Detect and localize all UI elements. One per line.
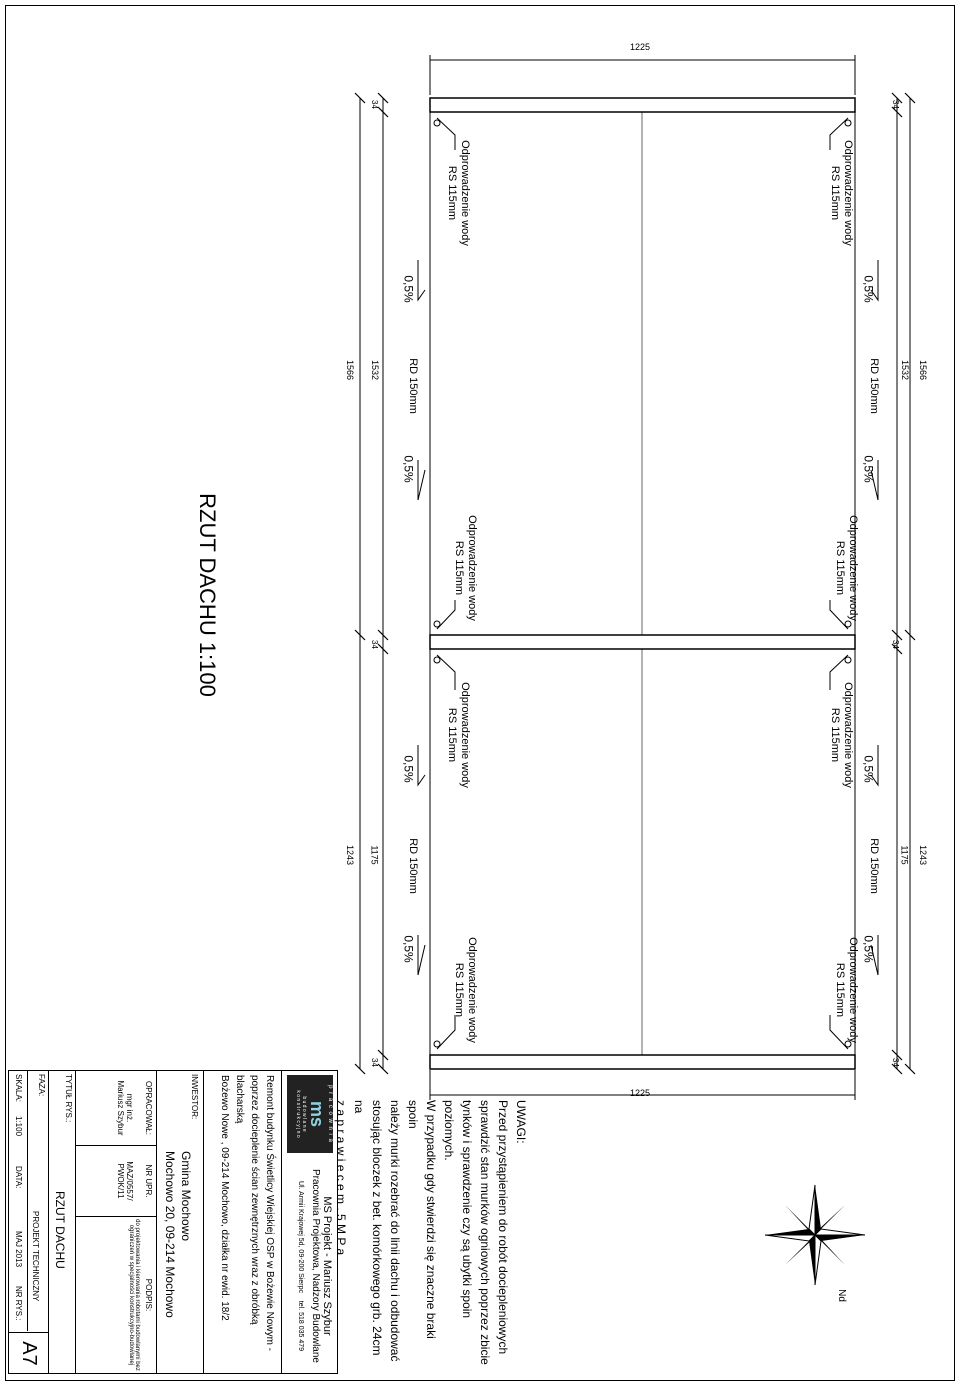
slope-label: 0,5%: [401, 935, 416, 963]
drawing-number: A7: [9, 1332, 48, 1374]
notes-line: sprawdzić stan murków ogniowych poprzez zbicie: [478, 1100, 492, 1365]
dim-top-total: 1225: [630, 42, 651, 52]
notes-heading: UWAGI:: [514, 1100, 528, 1144]
drain-label: Odprowadzenie wody RS 115mm: [452, 937, 478, 1043]
drawing-title: RZUT DACHU 1:100: [194, 493, 220, 697]
firm-desc: Pracownia Projektowa, Nadzory Budowlane: [310, 1169, 321, 1363]
author-section: [75, 1071, 156, 1373]
dim-small-6: 34: [890, 1058, 900, 1067]
dim-small-4: 34: [890, 100, 900, 109]
drain-label: Odprowadzenie wody RS 115mm: [828, 682, 854, 788]
slope-label: 0,5%: [861, 455, 876, 483]
drain-label: Odprowadzenie wody RS 115mm: [445, 682, 471, 788]
slope-label: 0,5%: [401, 755, 416, 783]
dim-left-inner-b: 1175: [369, 845, 380, 865]
dim-right-outer-b: 1243: [918, 844, 929, 866]
rd-label: RD 150mm: [867, 358, 880, 414]
firm-logo: p r a c o w n i a ms b u d o w l a n e k o n s t r u k c y j n o: [287, 1075, 333, 1153]
drain-label: Odprowadzenie wody RS 115mm: [452, 515, 478, 621]
notes-line: należy murki rozebrać do linii dachu i odbudować: [388, 1100, 402, 1362]
north-label: Nd: [835, 1289, 847, 1302]
notes-line: Przed przystąpieniem do robót dociepleniowych: [496, 1100, 510, 1355]
dim-small-1: 34: [369, 100, 379, 109]
dim-left-outer: 1566: [345, 359, 356, 381]
north-arrow-icon: [765, 1185, 865, 1285]
investor-section: [156, 1071, 202, 1373]
notes-area: [334, 1100, 530, 1370]
firm-contact: Ul. Armii Krajowej 5d, 09-200 Sierpc tel. 518 035 479: [297, 1180, 304, 1352]
investor-label: INWESTOR:: [190, 1074, 199, 1120]
project-section: [203, 1071, 281, 1373]
scale-row: SKALA: 1:100 DATA: MAJ 2013 NR RYS.:: [14, 1074, 23, 1321]
slope-label: 0,5%: [401, 455, 416, 483]
dim-right-inner-a: 1532: [900, 359, 911, 381]
dim-right-outer-a: 1566: [918, 359, 929, 381]
dim-small-2: 34: [369, 640, 379, 649]
slope-label: 0,5%: [861, 935, 876, 963]
project-line: Remont budynku Świetlicy Wiejskiej OSP w Bożewie Nowym -: [264, 1075, 275, 1352]
rd-label: RD 150mm: [406, 838, 419, 894]
drawing-title-row: TYTUŁ RYS.: RZUT DACHU: [48, 1071, 75, 1373]
slope-label: 0,5%: [861, 755, 876, 783]
drain-label: Odprowadzenie wody RS 115mm: [833, 515, 859, 621]
drain-label: Odprowadzenie wody RS 115mm: [828, 140, 854, 246]
notes-line: z a p r a w i e c e m . 5 M P a: [334, 1100, 348, 1256]
notes-line: tynków i sprawdzenie czy są ubytki spoin poziomych.: [442, 1100, 474, 1319]
project-line: Bożewo Nowe , 09-214 Mochowo, działka nr ewid. 18/2: [219, 1075, 230, 1321]
permit-col: NR UPR. MAZ/0557/ PWOK/11: [76, 1146, 156, 1217]
phase-row: FAZA: PROJEKT TECHNICZNY: [27, 1071, 48, 1331]
rd-label: RD 150mm: [406, 358, 419, 414]
notes: [334, 1100, 530, 1370]
drain-label: Odprowadzenie wody RS 115mm: [833, 937, 859, 1043]
dim-left-inner: 1532: [370, 359, 381, 381]
drain-label: Odprowadzenie wody RS 115mm: [445, 140, 471, 246]
dim-small-5: 34: [890, 640, 900, 649]
slope-label: 0,5%: [861, 275, 876, 303]
sign-col: PODPIS: do projektowania i kierowania robotami budowlanymi bez ograniczeń w specjalności konstrukcyjno-budowlanej: [128, 1219, 153, 1371]
dim-left-outer-b: 1243: [345, 844, 356, 866]
firm-info: [297, 1161, 333, 1371]
investor-info: Gmina Mochowo Mochowo 20, 09-214 Mochowo: [163, 1151, 193, 1318]
slope-label: 0,5%: [401, 275, 416, 303]
author-col: OPRACOWAŁ: mgr inż. Mariusz Szybur: [76, 1071, 156, 1146]
rd-label: RD 150mm: [867, 838, 880, 894]
notes-line: stosując bloczek z bet. komórkowego grb. 24cm na: [352, 1100, 384, 1356]
dim-bottom-total: 1225: [630, 1088, 651, 1098]
dim-small-3: 34: [369, 1058, 379, 1067]
notes-line: W przypadku gdy stwierdzi się znaczne braki spoin: [406, 1100, 438, 1339]
dim-right-inner-b: 1175: [899, 845, 910, 865]
project-line: poprzez docieplenie ścian zewnętrznych wraz z obróbką blacharską: [234, 1075, 260, 1325]
drawing-title-value: RZUT DACHU: [53, 1191, 67, 1269]
title-block: [8, 1070, 338, 1374]
firm-section: [281, 1071, 337, 1373]
firm-name: MS Projekt - Mariusz Szybur: [321, 1196, 333, 1336]
